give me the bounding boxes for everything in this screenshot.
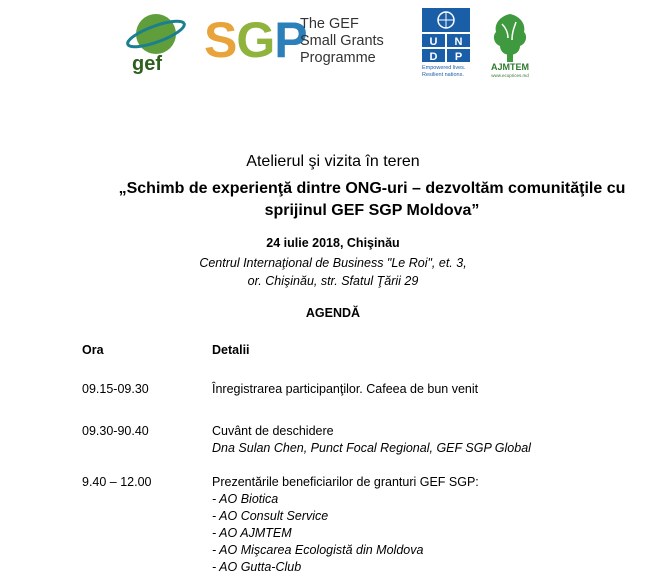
venue-line: or. Chişinău, str. Sfatul Ţării 29 [247,274,419,288]
gef-logo [120,8,190,78]
agenda-list-item: - AO Gutta-Club [212,560,302,574]
agenda-row-details: Înregistrarea participanţilor. Cafeea de bun venit [212,382,479,396]
sgp-letters: SGP [204,12,307,68]
agenda-list-item: - AO AJMTEM [212,526,292,540]
event-date-place: 24 iulie 2018, Chişinău [266,236,400,250]
sgp-tagline [300,16,384,67]
venue-line: Centrul Internaţional de Business "Le Roi", et. 3, [199,256,467,270]
undp-logo [420,8,474,78]
agenda-row-details [212,423,531,457]
document-subtitle: Atelierul şi vizita în teren [246,153,420,170]
logo-bar [0,0,666,90]
agenda-col-details-header: Detalii [212,343,250,357]
undp-letter: D [429,51,438,63]
gef-logo-text: gef [132,53,162,75]
ajmtem-url: www.ecoprices.md [491,73,529,78]
undp-letter: N [454,36,463,48]
sgp-logo [204,12,394,72]
document-title: „Schimb de experienţă dintre ONG-uri – dezvoltăm comunităţile cu sprijinul GEF SGP Moldova” [118,180,626,219]
agenda-row-time: 09.15-09.30 [82,382,149,396]
agenda-heading: AGENDĂ [305,306,361,320]
sgp-tagline-line: Small Grants [300,33,384,49]
agenda-row-time: 09.30-90.40 [82,424,149,438]
event-venue [0,254,666,290]
sgp-tagline-line: The GEF [300,16,359,32]
undp-letter: U [429,36,438,48]
agenda-list-item: - AO Biotica [212,492,279,506]
undp-tagline: Resilient nations. [422,72,464,78]
agenda-col-time-header: Ora [82,343,104,357]
agenda-row-title: Cuvânt de deschidere [212,424,334,438]
sgp-tagline-line: Programme [300,50,376,66]
ajmtem-logo-text: AJMTEM [491,62,529,72]
ajmtem-logo [482,10,538,78]
agenda-row-time: 9.40 – 12.00 [82,475,152,489]
undp-tagline: Empowered lives. [422,65,466,71]
agenda-row-note: Dna Sulan Chen, Punct Focal Regional, GEF SGP Global [212,441,531,455]
agenda-row-title: Prezentările beneficiarilor de granturi GEF SGP: [212,475,479,489]
undp-letter: P [454,51,463,63]
agenda-list-item: - AO Consult Service [212,509,329,523]
agenda-list-item: - AO Mişcarea Ecologistă din Moldova [212,543,424,557]
agenda-row-details [212,474,479,576]
